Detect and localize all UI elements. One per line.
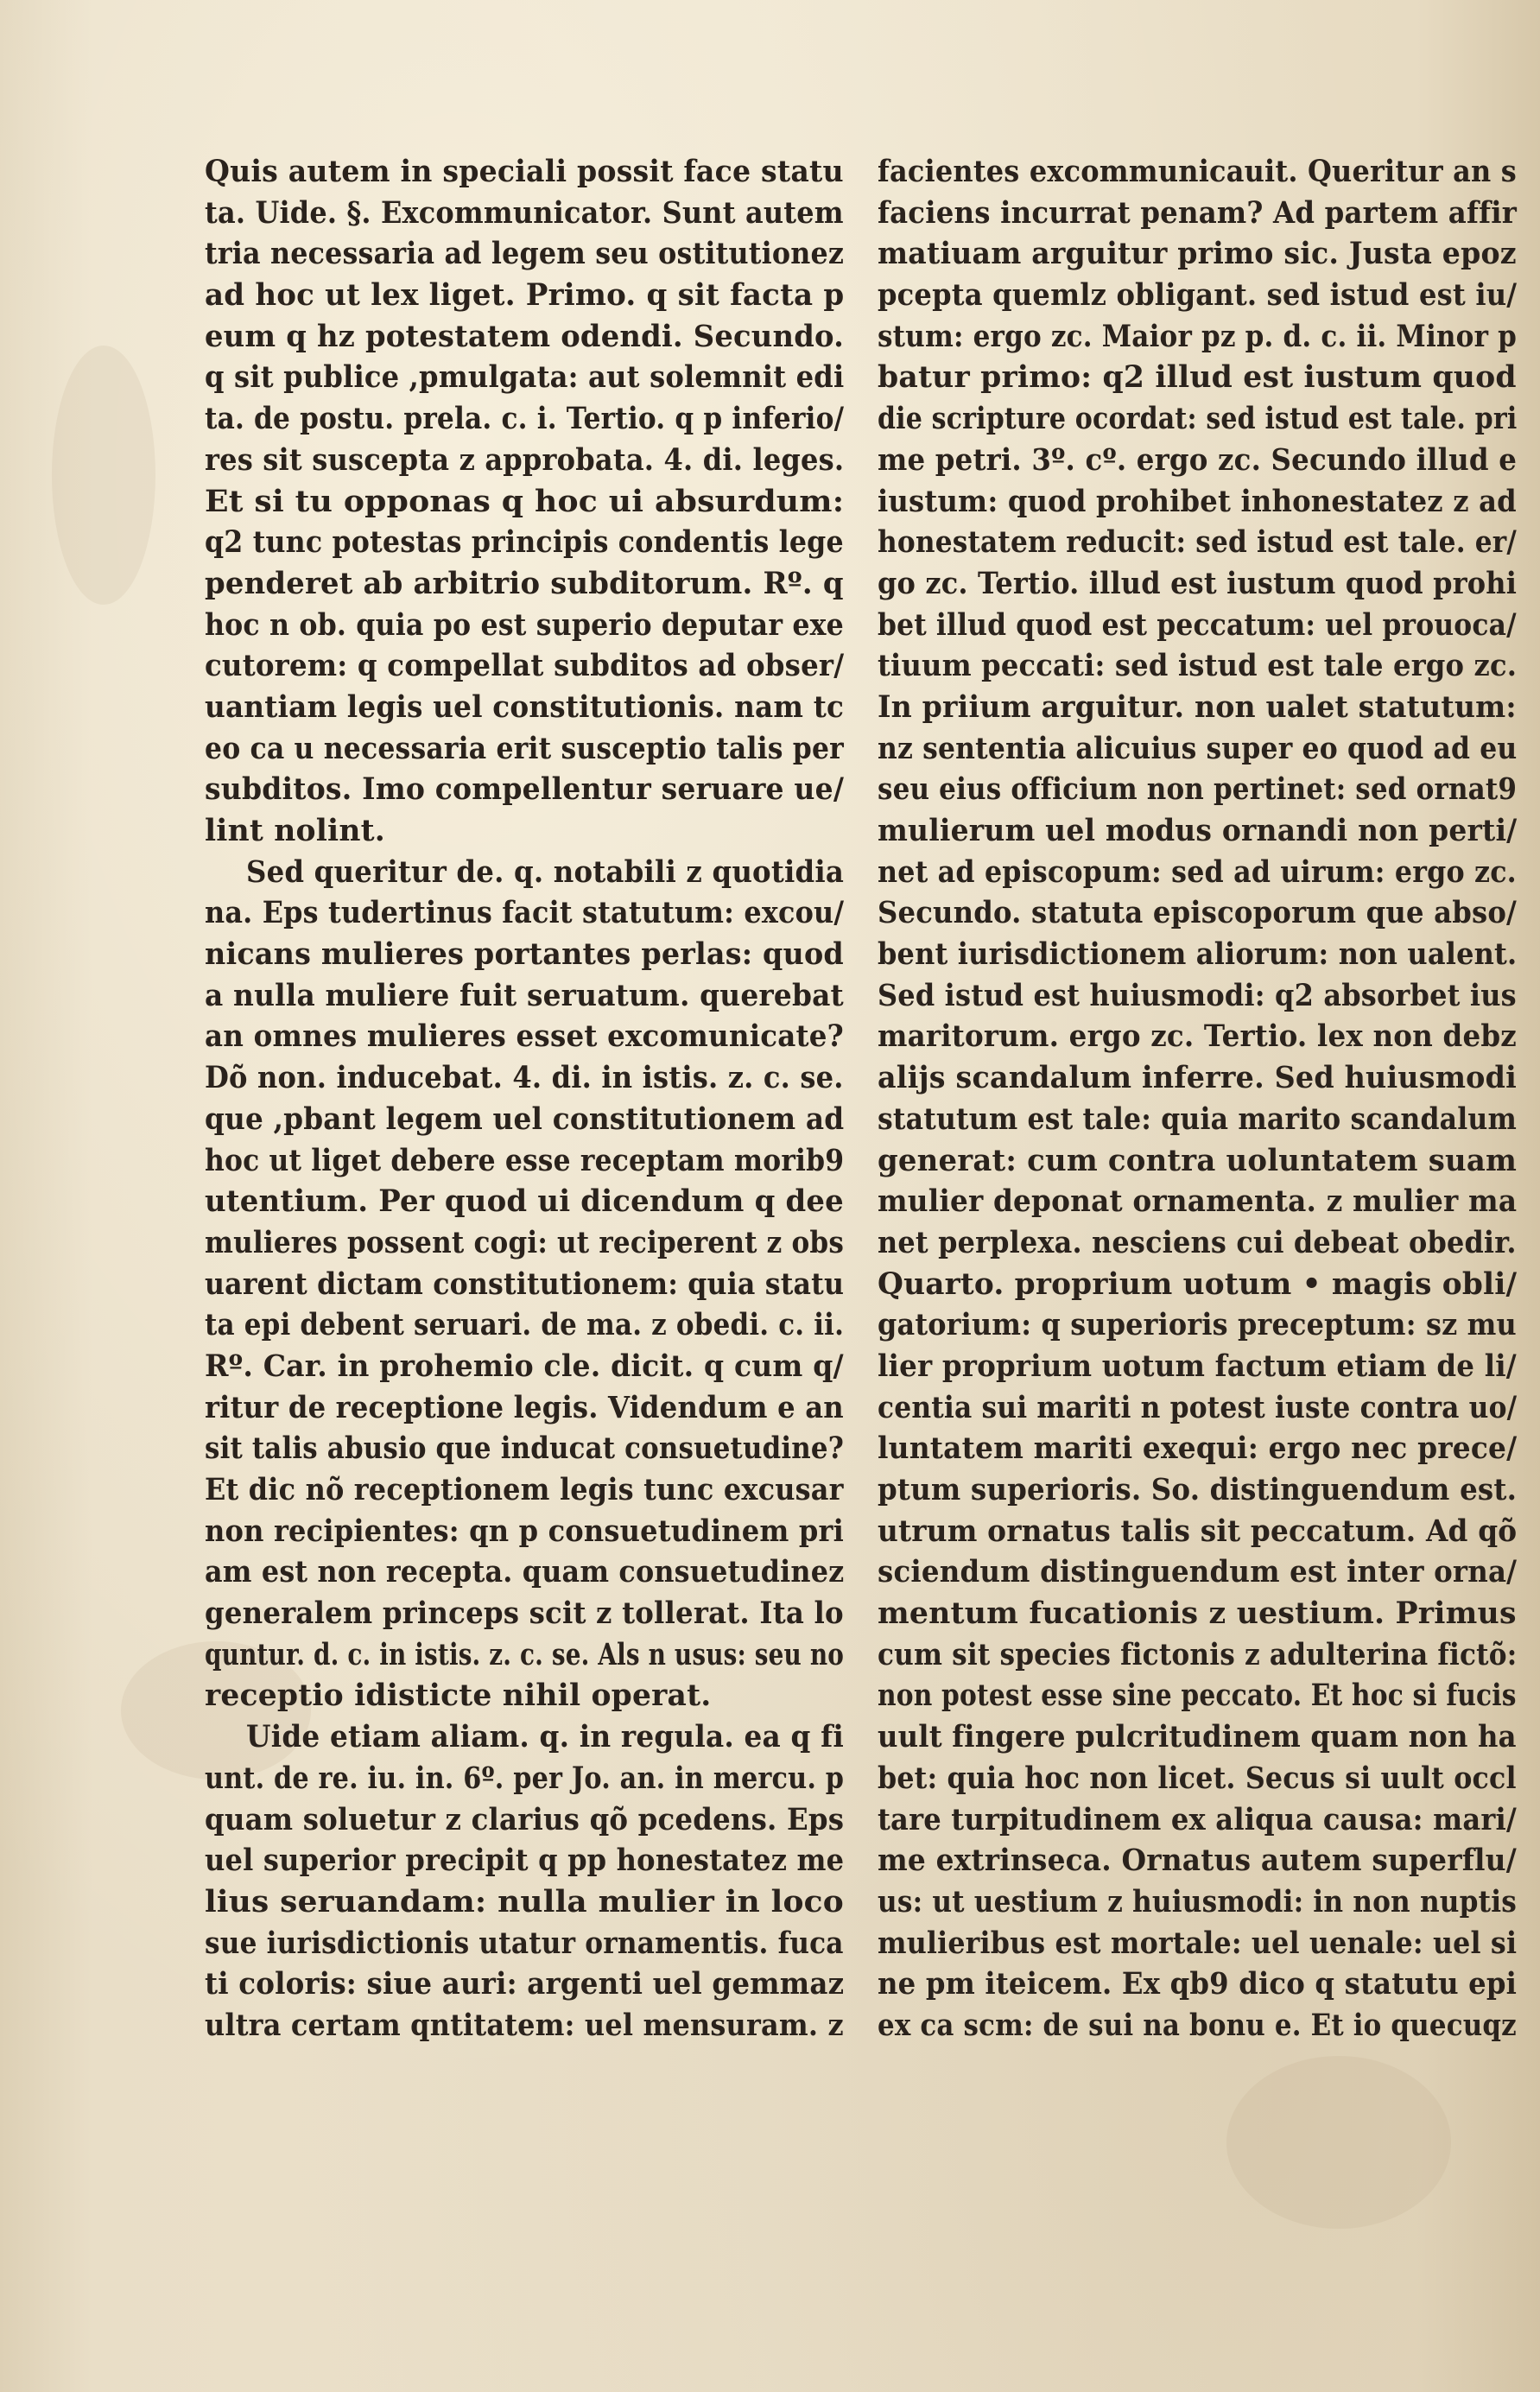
text-line: ptum superioris. So. distinguendum est. (878, 1473, 1518, 1507)
text-line: utentium. Per quod ui dicendum q dee (205, 1184, 844, 1220)
text-line: ad hoc ut lex liget. Primo. q sit facta p (205, 278, 845, 314)
text-line: centia sui mariti n potest iuste contra uo/ (878, 1390, 1518, 1425)
text-line: go zc. Tertio. illud est iustum quod prohi (878, 566, 1518, 601)
text-line: hoc ut liget debere esse receptam morib9 (205, 1143, 845, 1178)
text-line: net perplexa. nesciens cui debeat obedir. (878, 1225, 1517, 1260)
text-line: ti coloris: siue auri: argenti uel gemmaz (205, 1967, 845, 2002)
text-line: lier proprium uotum factum etiam de li/ (878, 1348, 1517, 1384)
text-line: eo ca u necessaria erit susceptio talis per (205, 731, 844, 766)
text-line: bet illud quod est peccatum: uel prouoca/ (878, 607, 1517, 643)
text-line: unt. de re. iu. in. 6º. per Jo. an. in mercu. p (205, 1761, 845, 1796)
text-line: Rº. Car. in prohemio cle. dicit. q cum q/ (205, 1348, 844, 1384)
text-line: ne pm iteicem. Ex qb9 dico q statutu epi (878, 1967, 1518, 2002)
text-line: alijs scandalum inferre. Sed huiusmodi (878, 1061, 1517, 1096)
paper-stain (52, 346, 155, 605)
text-line: uarent dictam constitutionem: quia statu (205, 1266, 845, 1302)
text-line: que ,pbant legem uel constitutionem ad (205, 1101, 845, 1137)
text-line: gatorium: q superioris preceptum: sz mu (878, 1308, 1517, 1343)
text-line: pcepta quemlz obligant. sed istud est iu/ (878, 278, 1518, 314)
text-line: Uide etiam aliam. q. in regula. ea q fi (246, 1720, 844, 1755)
text-line: luntatem mariti exequi: ergo nec prece/ (878, 1431, 1518, 1467)
text-line: iustum: quod prohibet inhonestatez z ad (878, 484, 1517, 519)
text-line: us: ut uestium z huiusmodi: in non nuptis (878, 1884, 1518, 1919)
text-line: eum q hz potestatem odendi. Secundo. (205, 319, 845, 354)
text-line: In priium arguitur. non ualet statutum: (878, 689, 1517, 725)
text-line: matiuam arguitur primo sic. Justa epoz (878, 237, 1517, 272)
text-line: tria necessaria ad legem seu ostitutionez (205, 237, 845, 272)
text-line: Quis autem in speciali possit face statu (205, 155, 844, 189)
text-line: maritorum. ergo zc. Tertio. lex non debz (878, 1019, 1517, 1055)
text-line: mulierum uel modus ornandi non perti/ (878, 814, 1518, 848)
text-line: non recipientes: qn p consuetudinem pri (205, 1513, 844, 1549)
text-line: a nulla muliere fuit seruatum. querebat (205, 978, 844, 1013)
text-line: ex ca scm: de sui na bonu e. Et io quecuqz (878, 2008, 1517, 2043)
text-line: q2 tunc potestas principis condentis lege (205, 525, 844, 561)
text-line: Et dic nõ receptionem legis tunc excusar (205, 1473, 844, 1507)
text-line: sciendum distinguendum est inter orna/ (878, 1555, 1518, 1590)
left-text-column (205, 152, 844, 2047)
text-line: batur primo: q2 illud est iustum quod (878, 360, 1517, 396)
text-line: generat: cum contra uoluntatem suam (878, 1143, 1518, 1178)
text-line: mentum fucationis z uestium. Primus (878, 1596, 1517, 1632)
text-line: na. Eps tudertinus facit statutum: excou/ (205, 896, 845, 931)
text-line: mulieribus est mortale: uel uenale: uel si (878, 1926, 1518, 1961)
text-line: bent iurisdictionem aliorum: non ualent. (878, 937, 1518, 973)
text-line: generalem princeps scit z tollerat. Ita lo (205, 1596, 844, 1632)
text-line: penderet ab arbitrio subditorum. Rº. q (205, 566, 844, 601)
text-line: nz sententia alicuius super eo quod ad eu (878, 731, 1518, 766)
text-line: uel superior precipit q pp honestatez me (205, 1843, 845, 1879)
text-line: die scripture ocordat: sed istud est tale. pri (878, 402, 1518, 437)
text-line: cum sit species fictonis z adulterina fictõ: (878, 1637, 1518, 1672)
text-line: ritur de receptione legis. Videndum e an (205, 1390, 844, 1425)
text-line: nicans mulieres portantes perlas: quod (205, 937, 844, 973)
text-line: me petri. 3º. cº. ergo zc. Secundo illud e (878, 442, 1518, 478)
text-line: net ad episcopum: sed ad uirum: ergo zc. (878, 854, 1517, 890)
text-line: mulieres possent cogi: ut reciperent z obs (205, 1225, 845, 1260)
text-line: honestatem reducit: sed istud est tale. er/ (878, 525, 1517, 561)
text-line: Quarto. proprium uotum • magis obli/ (878, 1266, 1518, 1302)
text-line: statutum est tale: quia marito scandalum (878, 1101, 1517, 1137)
text-line: quntur. d. c. in istis. z. c. se. Als n usus: seu no (205, 1637, 845, 1672)
text-line: q sit publice ,pmulgata: aut solemnit edi (205, 360, 845, 396)
text-line: Et si tu opponas q hoc ui absurdum: (205, 484, 845, 519)
text-line: sue iurisdictionis utatur ornamentis. fuca (205, 1926, 844, 1961)
text-line: hoc n ob. quia po est superio deputar exe (205, 607, 844, 643)
text-line: me extrinseca. Ornatus autem superflu/ (878, 1843, 1517, 1879)
text-line: uult fingere pulcritudinem quam non ha (878, 1720, 1517, 1755)
text-line: seu eius officium non pertinet: sed ornat9 (878, 772, 1518, 808)
paper-stain (1226, 2056, 1451, 2229)
text-line: an omnes mulieres esset excomunicate? (205, 1019, 844, 1055)
text-line: ultra certam qntitatem: uel mensuram. z (205, 2008, 844, 2043)
text-line: subditos. Imo compellentur seruare ue/ (205, 772, 845, 808)
text-line: Sed istud est huiusmodi: q2 absorbet ius (878, 978, 1517, 1013)
text-line: lint nolint. (205, 814, 385, 848)
text-line: ta. de postu. prela. c. i. Tertio. q p inferio/ (205, 402, 845, 437)
text-line: uantiam legis uel constitutionis. nam tc (205, 689, 845, 725)
text-line: lius seruandam: nulla mulier in loco (205, 1884, 844, 1919)
text-line: ta. Uide. §. Excommunicator. Sunt autem (205, 195, 844, 231)
text-line: tiuum peccati: sed istud est tale ergo zc. (878, 649, 1518, 684)
text-line: Dõ non. inducebat. 4. di. in istis. z. c. se. (205, 1061, 844, 1096)
text-line: receptio idisticte nihil operat. (205, 1678, 712, 1714)
text-line: faciens incurrat penam? Ad partem affir (878, 195, 1517, 231)
text-line: facientes excommunicauit. Queritur an s (878, 155, 1517, 189)
text-line: tare turpitudinem ex aliqua causa: mari/ (878, 1802, 1517, 1837)
text-line: am est non recepta. quam consuetudinez (205, 1555, 845, 1590)
text-line: stum: ergo zc. Maior pz p. d. c. ii. Minor p (878, 319, 1517, 354)
text-line: utrum ornatus talis sit peccatum. Ad qõ (878, 1513, 1518, 1549)
text-line: mulier deponat ornamenta. z mulier ma (878, 1184, 1518, 1220)
text-line: cutorem: q compellat subditos ad obser/ (205, 649, 845, 684)
text-line: sit talis abusio que inducat consuetudine? (205, 1431, 845, 1467)
text-line: ta epi debent seruari. de ma. z obedi. c. ii. (205, 1308, 845, 1343)
text-line: non potest esse sine peccato. Et hoc si fucis (878, 1678, 1517, 1714)
text-line: Secundo. statuta episcoporum que abso/ (878, 896, 1517, 931)
text-line: Sed queritur de. q. notabili z quotidia (246, 854, 845, 890)
right-text-column (878, 152, 1517, 2047)
text-line: res sit suscepta z approbata. 4. di. leges. (205, 442, 845, 478)
text-line: quam soluetur z clarius qõ pcedens. Eps (205, 1802, 845, 1837)
text-line: bet: quia hoc non licet. Secus si uult occl (878, 1761, 1517, 1796)
